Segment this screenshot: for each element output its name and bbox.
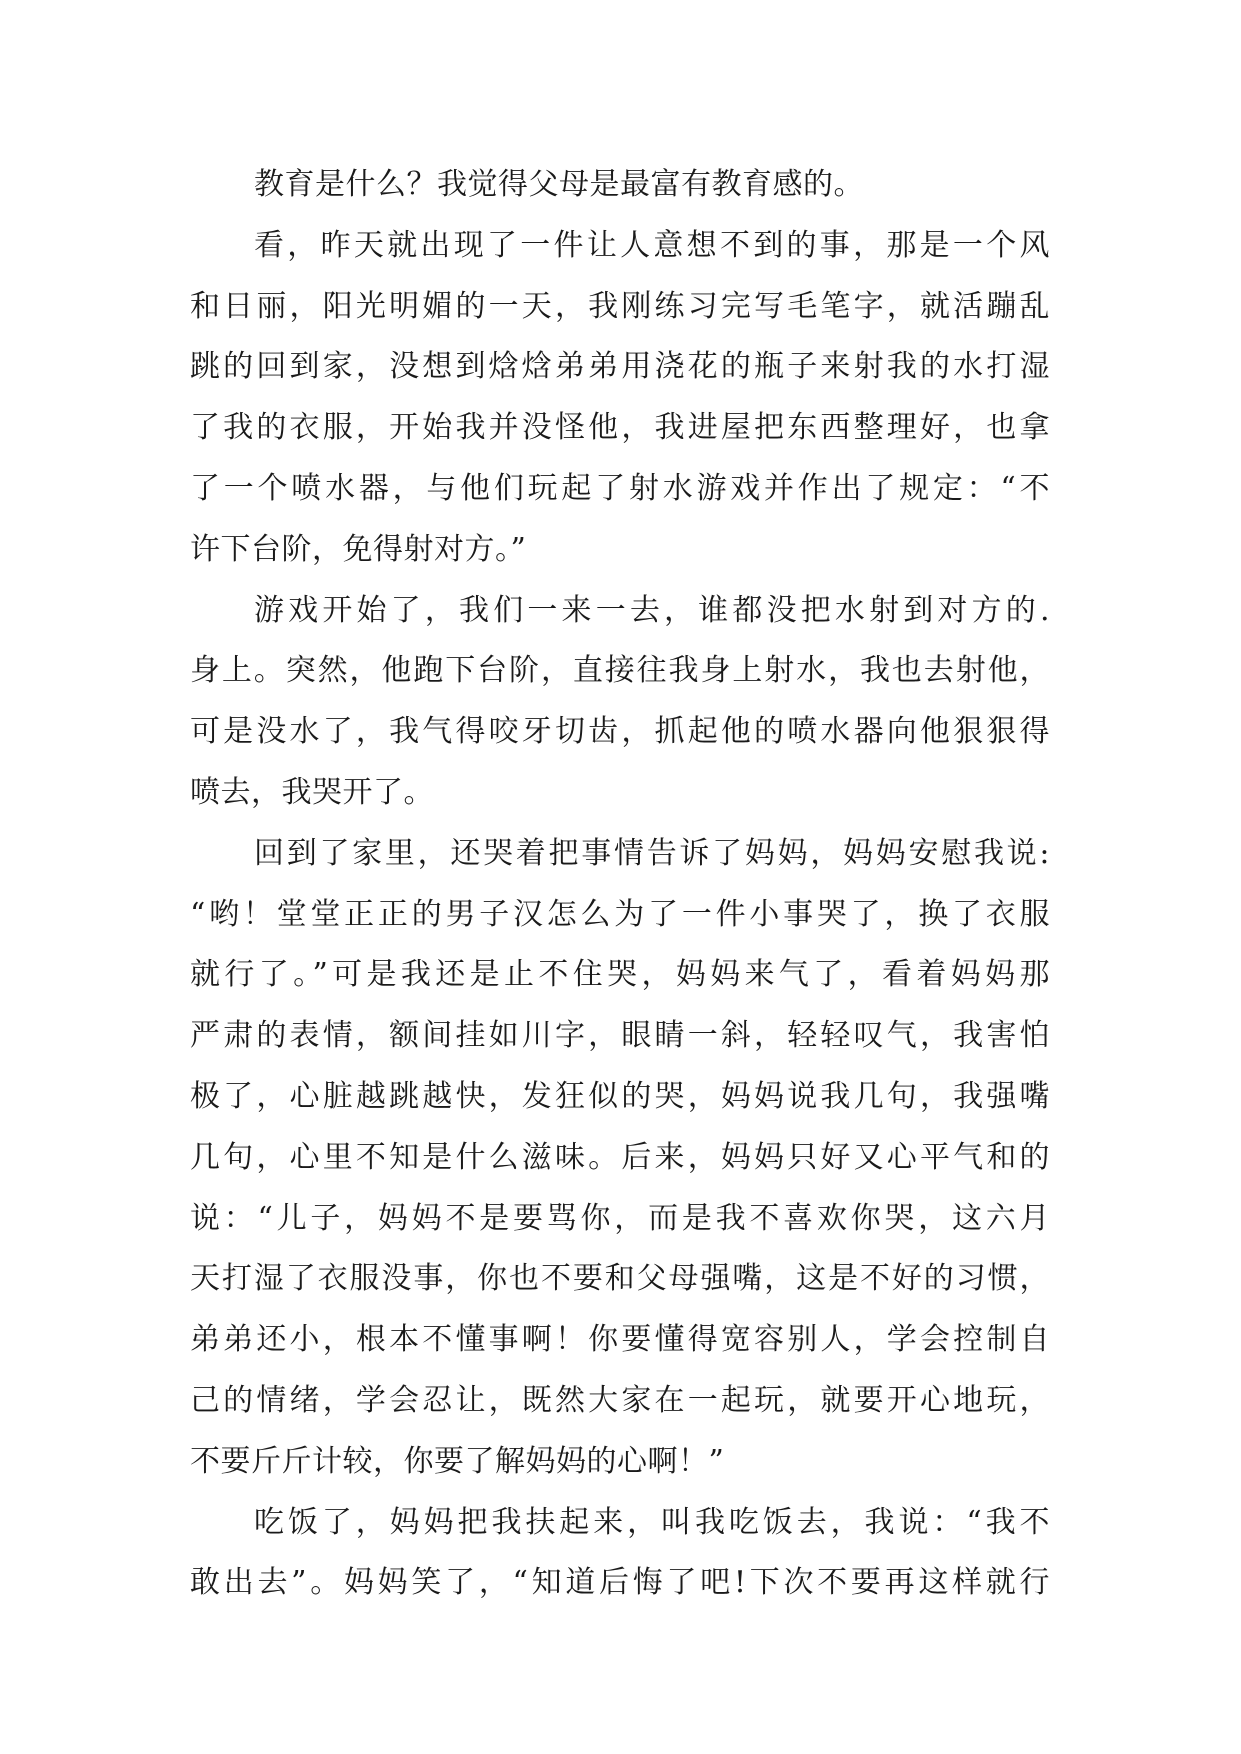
text-line: 喷去，我哭开了。 <box>190 774 434 810</box>
text-line: 了一个喷水器，与他们玩起了射水游戏并作出了规定：“不 <box>190 470 1050 506</box>
text-line: 许下台阶，免得射对方。” <box>190 531 527 567</box>
text-line: 了我的衣服，开始我并没怪他，我进屋把东西整理好，也拿 <box>190 410 1050 446</box>
text-line: 不要斤斤计较，你要了解妈妈的心啊！” <box>190 1443 725 1479</box>
text-line: 严肃的表情，额间挂如川字，眼睛一斜，轻轻叹气，我害怕 <box>190 1018 1050 1054</box>
text-line: 己的情绪，学会忍让，既然大家在一起玩，就要开心地玩， <box>190 1382 1050 1418</box>
text-line: 和日丽，阳光明媚的一天，我刚练习完写毛笔字，就活蹦乱 <box>190 288 1050 324</box>
text-line: 几句，心里不知是什么滋味。后来，妈妈只好又心平气和的 <box>190 1139 1050 1175</box>
text-line: “哟！堂堂正正的男子汉怎么为了一件小事哭了，换了衣服 <box>190 896 1050 932</box>
text-line: 可是没水了，我气得咬牙切齿，抓起他的喷水器向他狠狠得 <box>190 714 1050 750</box>
text-line: 游戏开始了，我们一来一去，谁都没把水射到对方的. <box>254 592 1050 628</box>
text-line: 跳的回到家，没想到焓焓弟弟用浇花的瓶子来射我的水打湿 <box>190 349 1050 385</box>
text-line: 教育是什么？我觉得父母是最富有教育感的。 <box>254 167 864 202</box>
text-line: 看，昨天就出现了一件让人意想不到的事，那是一个风 <box>254 227 1050 263</box>
text-line: 身上。突然，他跑下台阶，直接往我身上射水，我也去射他， <box>190 653 1050 689</box>
text-line: 就行了。”可是我还是止不住哭，妈妈来气了，看着妈妈那 <box>190 957 1050 993</box>
text-line: 天打湿了衣服没事，你也不要和父母强嘴，这是不好的习惯， <box>190 1261 1050 1297</box>
text-line: 说：“儿子，妈妈不是要骂你，而是我不喜欢你哭，这六月 <box>190 1200 1050 1236</box>
document-body <box>190 155 1050 1614</box>
text-line: 弟弟还小，根本不懂事啊！你要懂得宽容别人，学会控制自 <box>190 1322 1050 1358</box>
text-line: 极了，心脏越跳越快，发狂似的哭，妈妈说我几句，我强嘴 <box>190 1078 1050 1114</box>
text-line: 回到了家里，还哭着把事情告诉了妈妈，妈妈安慰我说: <box>254 835 1050 871</box>
text-line: 吃饭了，妈妈把我扶起来，叫我吃饭去，我说：“我不 <box>254 1504 1050 1540</box>
text-line: 敢出去”。妈妈笑了，“知道后悔了吧!下次不要再这样就行 <box>190 1565 1050 1601</box>
